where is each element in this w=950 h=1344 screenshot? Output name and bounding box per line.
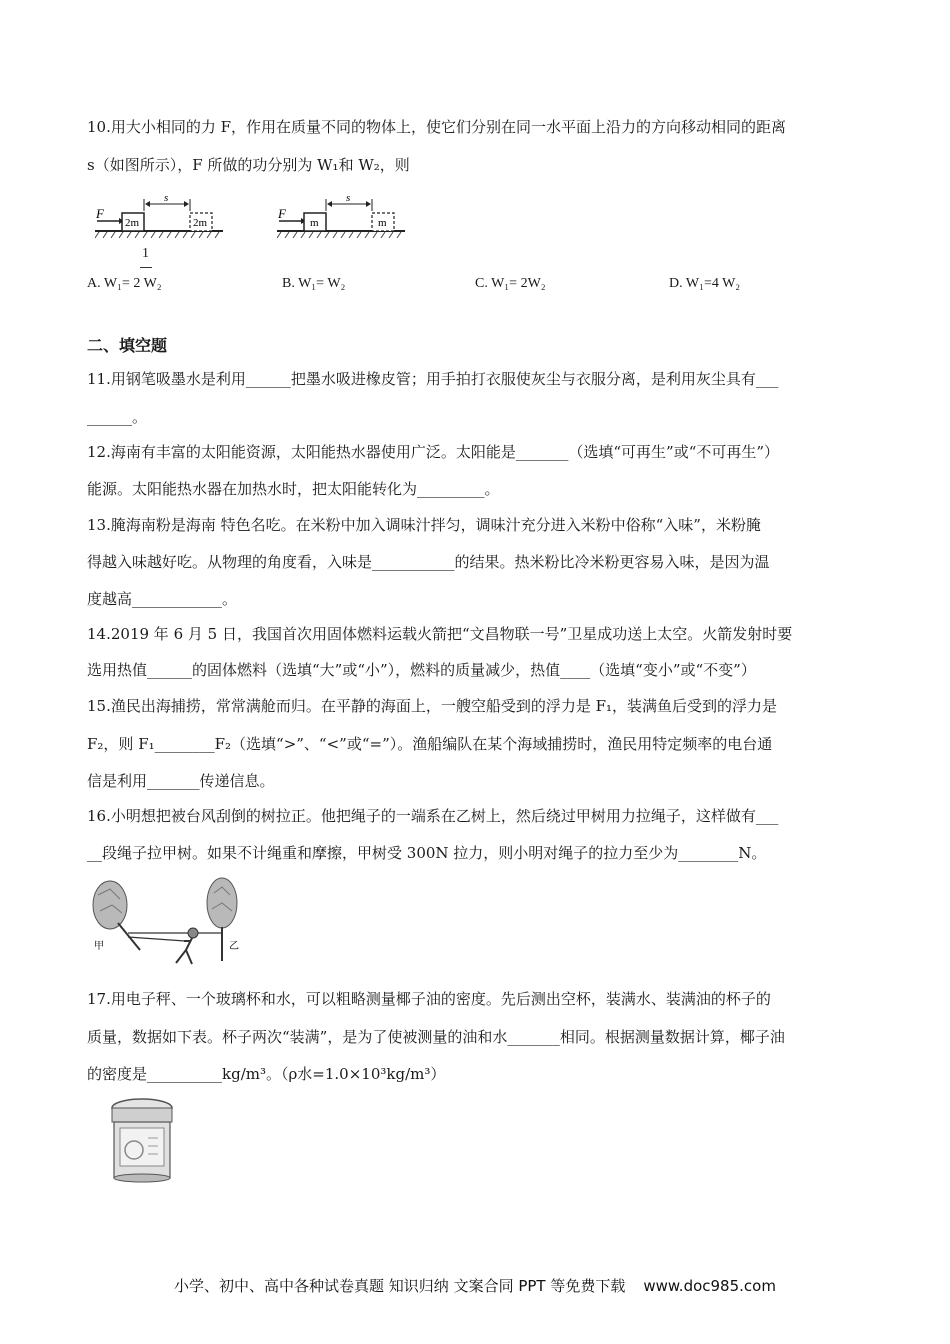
q16-line-1: 16.小明想把被台风刮倒的树拉正。他把绳子的一端系在乙树上，然后绕过甲树用力拉绳子，这样做有___	[87, 807, 779, 825]
q17-line-2: 质量，数据如下表。杯子两次“装满”，是为了使被测量的油和水_______相同。根据测量数据计算，椰子油	[87, 1028, 785, 1046]
coconut-oil-jar-image	[106, 1094, 178, 1184]
q16-tree-figure	[90, 875, 250, 970]
q10-left-distance-label: s	[164, 193, 169, 204]
q10-line-1: 10.用大小相同的力 F，作用在质量不同的物体上，使它们分别在同一水平面上沿力的方向移动相同的距离	[87, 118, 787, 136]
section-heading: 二、填空题	[87, 336, 168, 355]
q10-fraction-numerator: 1	[142, 246, 149, 261]
q10-figure-right	[277, 193, 407, 241]
q13-line-2: 得越入味越好吃。从物理的角度看，入味是___________的结果。热米粉比冷米粉更容易入味，是因为温	[87, 553, 770, 571]
q17-line-1: 17.用电子秤、一个玻璃杯和水，可以粗略测量椰子油的密度。先后测出空杯，装满水、装满油的杯子的	[87, 990, 771, 1008]
q10-figure-left	[95, 193, 225, 241]
footer-text: 小学、初中、高中各种试卷真题 知识归纳 文案合同 PPT 等免费下载	[174, 1277, 626, 1295]
q16-line-2: __段绳子拉甲树。如果不计绳重和摩擦，甲树受 300N 拉力，则小明对绳子的拉力至少为________N。	[87, 844, 767, 862]
q10-option-a: A. W₁= 2 W₂	[87, 276, 162, 291]
q10-option-b: B. W₁= W₂	[282, 276, 346, 291]
q10-option-d: D. W₁=4 W₂	[669, 276, 741, 291]
q10-right-block-end: m	[378, 217, 387, 229]
q16-label-jia: 甲	[94, 941, 104, 952]
footer-url[interactable]: www.doc985.com	[643, 1277, 776, 1295]
q10-line-2: s（如图所示），F 所做的功分别为 W₁和 W₂，则	[87, 156, 410, 174]
q14-line-1: 14.2019 年 6 月 5 日，我国首次用固体燃料运载火箭把“文昌物联一号”卫星成功送上太空。火箭发射时要	[87, 625, 793, 643]
q10-left-force-label: F	[96, 206, 104, 221]
q11-line-2: ______。	[87, 408, 148, 426]
q10-right-distance-label: s	[346, 193, 351, 204]
q12-line-1: 12.海南有丰富的太阳能资源，太阳能热水器使用广泛。太阳能是_______（选填“可再生”或“不可再生”）	[87, 443, 780, 461]
q10-left-block-end: 2m	[193, 217, 208, 229]
q13-line-3: 度越高____________。	[87, 590, 238, 608]
q10-fraction-bar	[140, 267, 152, 268]
q10-right-block-start: m	[310, 217, 319, 229]
q15-line-2: F₂，则 F₁________F₂（选填“>”、“<”或“=”）。渔船编队在某个海域捕捞时，渔民用特定频率的电台通	[87, 735, 773, 753]
q10-right-force-label: F	[278, 206, 286, 221]
q10-left-block-start: 2m	[125, 217, 140, 229]
q13-line-1: 13.腌海南粉是海南 特色名吃。在米粉中加入调味汁拌匀，调味汁充分进入米粉中俗称“入味”，米粉腌	[87, 516, 761, 534]
q15-line-3: 信是利用_______传递信息。	[87, 772, 275, 790]
q17-line-3: 的密度是__________kg/m³。（ρ水=1.0×10³kg/m³）	[87, 1065, 446, 1083]
q11-line-1: 11.用钢笔吸墨水是利用______把墨水吸进橡皮管；用手拍打衣服使灰尘与衣服分离，是利用灰尘具有___	[87, 370, 779, 388]
q12-line-2: 能源。太阳能热水器在加热水时，把太阳能转化为_________。	[87, 480, 500, 498]
footer-banner	[0, 1275, 950, 1296]
q14-line-2: 选用热值______的固体燃料（选填“大”或“小”），燃料的质量减少，热值____（选填“变小”或“不变”）	[87, 661, 756, 679]
q16-label-yi: 乙	[229, 941, 239, 952]
q15-line-1: 15.渔民出海捕捞，常常满舱而归。在平静的海面上，一艘空船受到的浮力是 F₁，装满鱼后受到的浮力是	[87, 697, 778, 715]
q10-option-c: C. W₁= 2W₂	[475, 276, 546, 291]
